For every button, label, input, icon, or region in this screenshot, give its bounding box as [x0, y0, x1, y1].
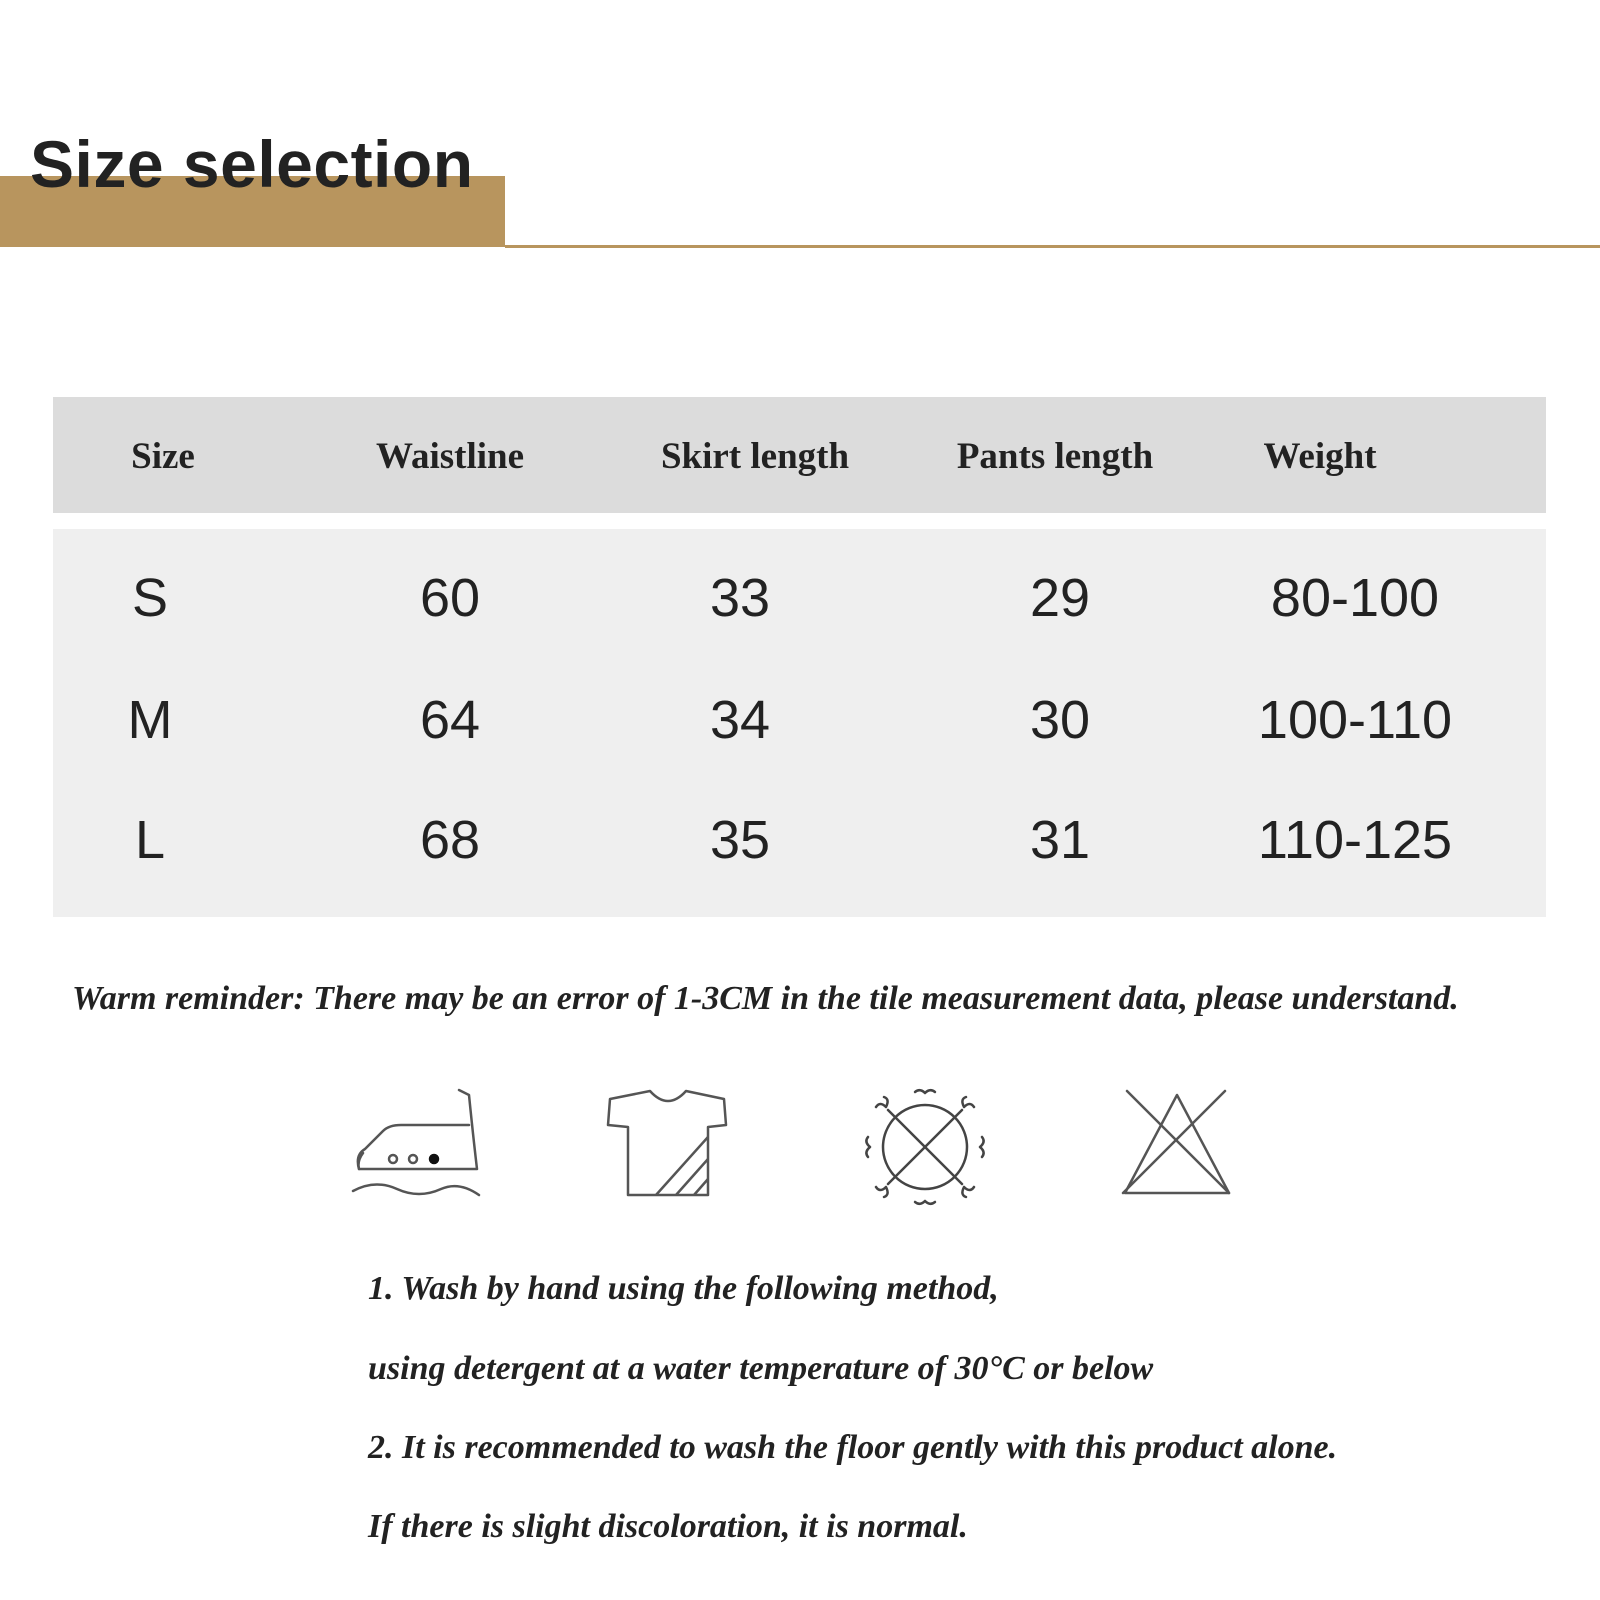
table-cell: 68: [419, 810, 481, 870]
table-header-pants-length: Pants length: [956, 436, 1154, 477]
care-instruction-line: using detergent at a water temperature of 30°C or below: [368, 1350, 1154, 1387]
do-not-bleach-icon: [1115, 1085, 1245, 1210]
table-cell: 30: [1029, 690, 1091, 750]
table-cell: 34: [709, 690, 771, 750]
table-cell: 80-100: [1270, 568, 1440, 628]
iron-low-heat-icon: [345, 1085, 485, 1210]
dry-flat-shade-icon: [600, 1085, 740, 1210]
table-cell: 29: [1029, 568, 1091, 628]
table-header-waistline: Waistline: [375, 436, 525, 477]
table-cell: 33: [709, 568, 771, 628]
table-cell: 31: [1029, 810, 1091, 870]
care-instruction-line: If there is slight discoloration, it is normal.: [368, 1508, 968, 1545]
table-cell: S: [131, 568, 169, 628]
do-not-tumble-dry-icon: [860, 1085, 990, 1210]
care-instruction-line: 1. Wash by hand using the following method,: [368, 1270, 999, 1307]
table-header-weight: Weight: [1263, 436, 1377, 477]
table-cell: 110-125: [1257, 810, 1453, 870]
care-instruction-line: 2. It is recommended to wash the floor gently with this product alone.: [368, 1429, 1338, 1466]
table-cell: 35: [709, 810, 771, 870]
title-underline: [505, 245, 1600, 248]
table-header-skirt-length: Skirt length: [660, 436, 850, 477]
table-cell: 100-110: [1257, 690, 1453, 750]
table-cell: 64: [419, 690, 481, 750]
table-header-size: Size: [131, 436, 195, 477]
table-cell: 60: [419, 568, 481, 628]
table-cell: M: [127, 690, 173, 750]
warm-reminder: Warm reminder: There may be an error of 1-3CM in the tile measurement data, please understand.: [72, 980, 1459, 1017]
page-title: Size selection: [30, 127, 474, 201]
table-cell: L: [134, 810, 166, 870]
